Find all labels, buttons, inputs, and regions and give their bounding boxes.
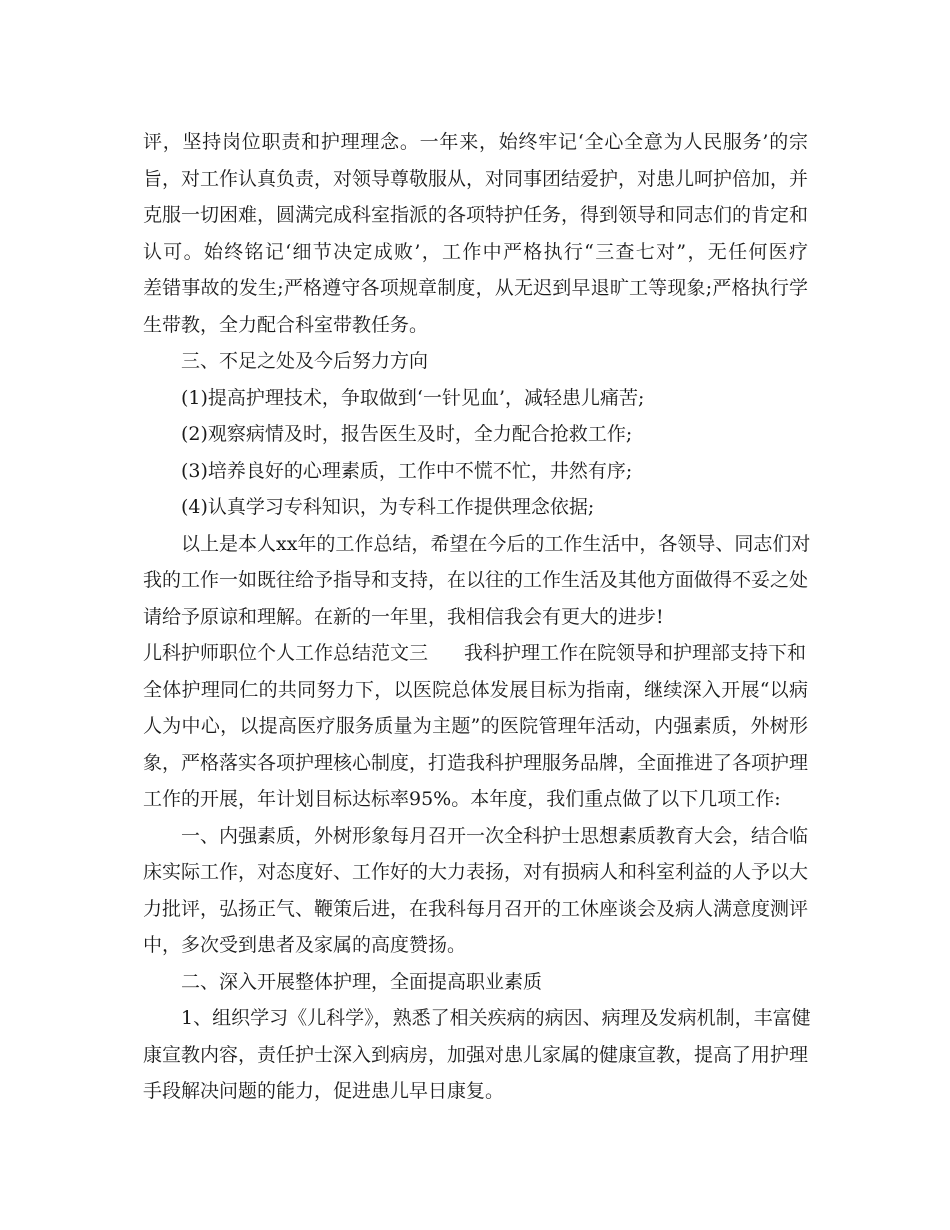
paragraph-line: 旨，对工作认真负责，对领导尊敬服从，对同事团结爱护，对患儿呵护倍加，并: [143, 167, 809, 190]
paragraph-line: 工作的开展，年计划目标达标率95%。本年度，我们重点做了以下几项工作:: [143, 788, 781, 810]
article-title: 儿科护师职位个人工作总结范文三: [143, 642, 429, 664]
list-item: (2)观察病情及时，报告医生及时，全力配合抢救工作;: [181, 423, 633, 445]
paragraph-line: 生带教，全力配合科室带教任务。: [143, 313, 429, 336]
paragraph-line: 我的工作一如既往给予指导和支持，在以往的工作生活及其他方面做得不妥之处: [143, 569, 809, 591]
list-item: (4)认真学习专科知识，为专科工作提供理念依据;: [181, 496, 595, 518]
paragraph-line: 手段解决问题的能力，促进患儿早日康复。: [143, 1080, 505, 1102]
paragraph-line: 认可。始终铭记‘细节决定成败’，工作中严格执行“三查七对”，无任何医疗: [143, 240, 808, 263]
paragraph-line: 床实际工作，对态度好、工作好的大力表扬，对有损病人和科室利益的人予以大: [143, 861, 809, 883]
paragraph-line: 人为中心，以提高医疗服务质量为主题”的医院管理年活动，内强素质，外树形: [143, 715, 808, 737]
paragraph-line: 一、内强素质，外树形象每月召开一次全科护士思想素质教育大会，结合临: [181, 824, 809, 847]
paragraph-line: 中，多次受到患者及家属的高度赞扬。: [143, 934, 467, 956]
section-heading: 三、不足之处及今后努力方向: [181, 350, 429, 372]
list-item: (1)提高护理技术，争取做到‘一针见血’，减轻患儿痛苦;: [181, 386, 645, 409]
list-item: (3)培养良好的心理素质，工作中不慌不忙，井然有序;: [181, 459, 633, 482]
section-heading: 二、深入开展整体护理，全面提高职业素质: [181, 970, 543, 993]
paragraph-line: 差错事故的发生;严格遵守各项规章制度，从无迟到早退旷工等现象;严格执行学: [143, 277, 808, 299]
paragraph-line: 评，坚持岗位职责和护理理念。一年来，始终牢记‘全心全意为人民服务’的宗: [143, 131, 808, 153]
article-intro-fragment: 我科护理工作在院领导和护理部支持下和: [464, 642, 807, 664]
paragraph-line: 康宣教内容，责任护士深入到病房，加强对患儿家属的健康宣教，提高了用护理: [143, 1043, 809, 1066]
paragraph-line: 以上是本人xx年的工作总结，希望在今后的工作生活中，各领导、同志们对: [181, 532, 811, 555]
paragraph-line: 1、组织学习《儿科学》，熟悉了相关疾病的病因、病理及发病机制，丰富健: [181, 1007, 811, 1029]
paragraph-line: 全体护理同仁的共同努力下，以医院总体发展目标为指南，继续深入开展“以病: [143, 678, 808, 701]
paragraph-line: 力批评，弘扬正气、鞭策后进，在我科每月召开的工休座谈会及病人满意度测评: [143, 897, 809, 920]
document-body: [143, 124, 811, 1110]
paragraph-line: 克服一切困难，圆满完成科室指派的各项特护任务，得到领导和同志们的肯定和: [143, 204, 809, 226]
paragraph-line: 请给予原谅和理解。在新的一年里，我相信我会有更大的进步!: [143, 605, 664, 628]
article-title-line: [143, 635, 808, 672]
paragraph-line: 象，严格落实各项护理核心制度，打造我科护理服务品牌，全面推进了各项护理: [143, 751, 809, 774]
